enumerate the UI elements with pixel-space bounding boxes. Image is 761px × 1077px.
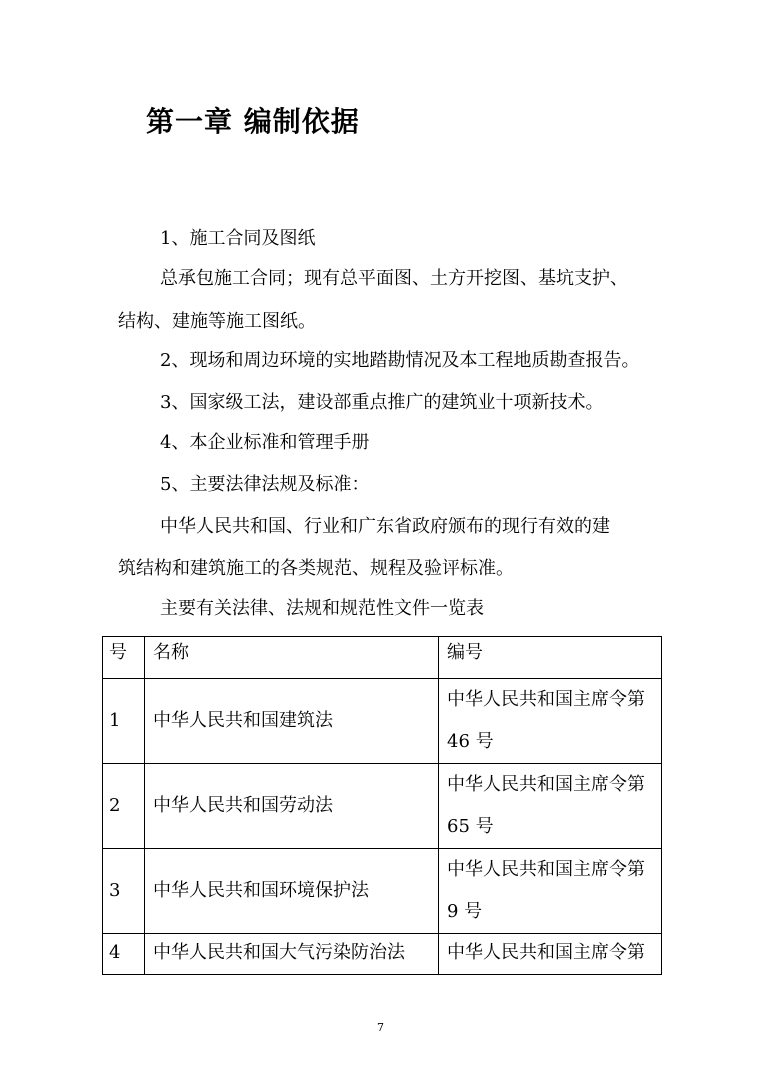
row-code (439, 764, 662, 849)
table-row (103, 934, 662, 975)
paragraph-construction-methods: 3、国家级工法，建设部重点推广的建筑业十项新技术。 (160, 392, 604, 413)
paragraph-laws-line2: 筑结构和建筑施工的各类规范、规程及验评标准。 (118, 558, 514, 579)
row-number: 1 (103, 679, 145, 764)
table-caption: 主要有关法律、法规和规范性文件一览表 (160, 598, 484, 619)
row-code-line1: 中华人民共和国主席令第 (447, 689, 645, 710)
page-number: 7 (377, 1021, 384, 1034)
row-name: 中华人民共和国劳动法 (145, 764, 439, 849)
row-code-line2: 65 号 (447, 816, 494, 837)
table-row (103, 849, 662, 934)
row-number: 4 (103, 934, 145, 975)
row-code-line1: 中华人民共和国主席令第 (447, 859, 645, 880)
row-name: 中华人民共和国建筑法 (145, 679, 439, 764)
table-header-row (103, 637, 662, 679)
table-row (103, 764, 662, 849)
regulations-table (102, 636, 662, 975)
paragraph-laws-heading: 5、主要法律法规及标准： (160, 474, 370, 495)
paragraph-laws-line1: 中华人民共和国、行业和广东省政府颁布的现行有效的建 (160, 516, 610, 537)
row-number: 2 (103, 764, 145, 849)
row-name: 中华人民共和国环境保护法 (145, 849, 439, 934)
paragraph-contract-drawings-heading: 1、施工合同及图纸 (160, 228, 316, 249)
header-name: 名称 (145, 637, 439, 679)
row-number: 3 (103, 849, 145, 934)
row-code (439, 934, 662, 975)
table-row (103, 679, 662, 764)
row-code-line1: 中华人民共和国主席令第 (447, 942, 645, 963)
row-code-line2: 46 号 (447, 731, 494, 752)
row-code (439, 679, 662, 764)
header-number: 号 (103, 637, 145, 679)
paragraph-site-survey: 2、现场和周边环境的实地踏勘情况及本工程地质勘查报告。 (160, 350, 640, 371)
paragraph-enterprise-standards: 4、本企业标准和管理手册 (160, 432, 370, 453)
header-code: 编号 (439, 637, 662, 679)
row-code-line1: 中华人民共和国主席令第 (447, 774, 645, 795)
paragraph-contract-drawings-line1: 总承包施工合同；现有总平面图、土方开挖图、基坑支护、 (160, 268, 628, 289)
chapter-title: 第一章 编制依据 (146, 105, 360, 138)
paragraph-contract-drawings-line2: 结构、建施等施工图纸。 (118, 311, 316, 332)
row-code (439, 849, 662, 934)
row-code-line2: 9 号 (447, 901, 483, 922)
row-name: 中华人民共和国大气污染防治法 (145, 934, 439, 975)
